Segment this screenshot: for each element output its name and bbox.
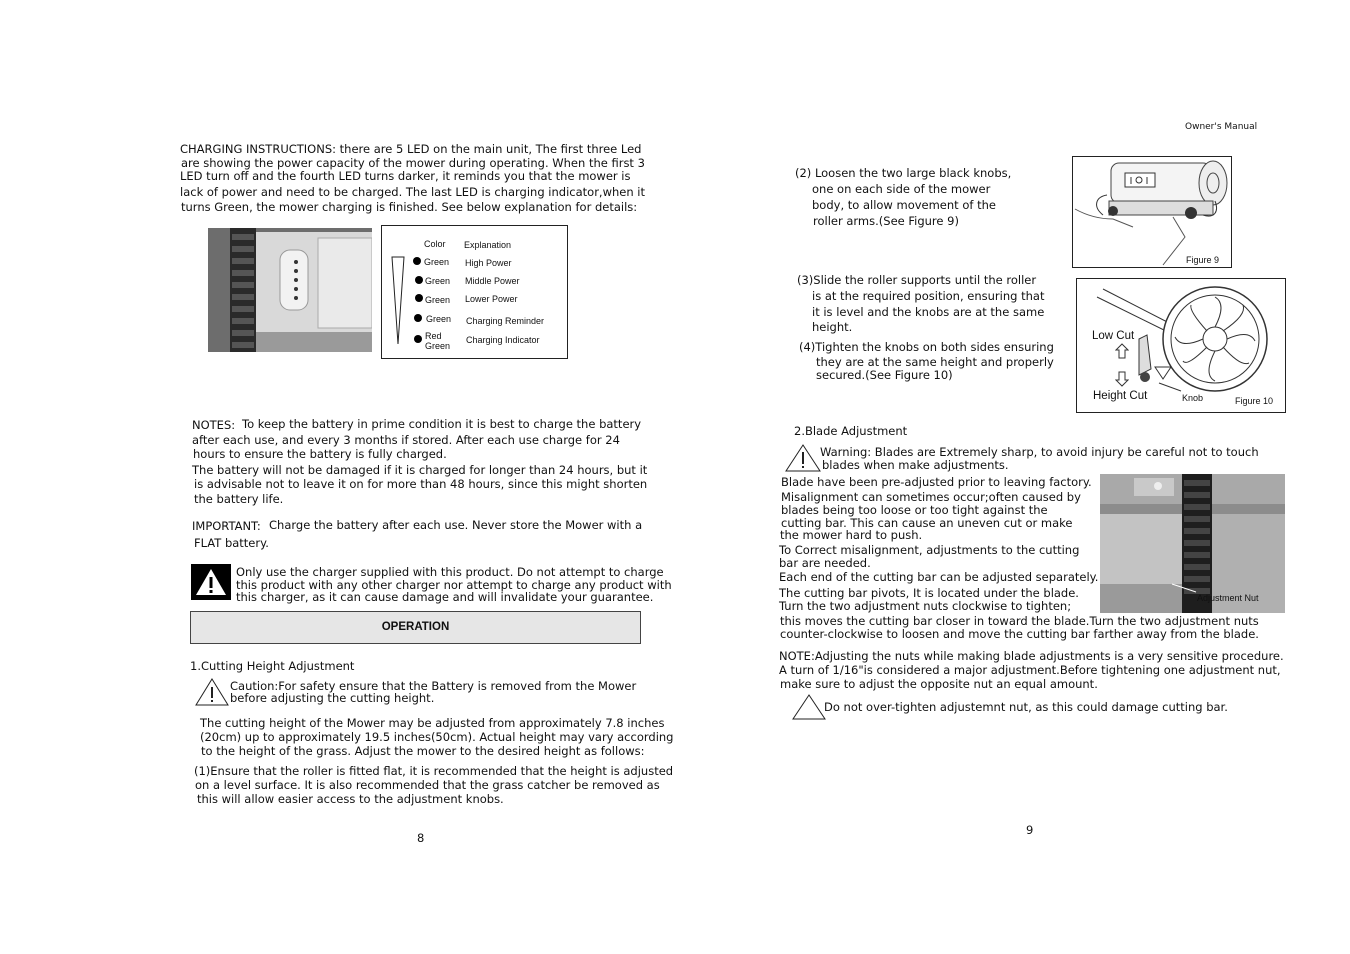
led-row-4-explanation: Charging Reminder [466,316,545,326]
led-dot-4 [414,314,422,322]
cutting-height-line-2: (20cm) up to approximately 19.5 inches(50cm). Actual height may vary according [200,730,674,744]
step3-line-1: (3)Slide the roller supports until the roller [797,273,1037,287]
blade-line-12: counter-clockwise to loosen and move the cutting bar farther away from the blade. [780,627,1259,641]
notes-line-1: To keep the battery in prime condition it is best to charge the battery [242,417,642,431]
step1-line-3: this will allow easier access to the adjustment knobs. [197,792,504,806]
led-scale-wedge [391,256,405,346]
warning-triangle-outline-icon [785,444,821,472]
figure-9-illustration [1073,157,1231,267]
led-explanation-table [381,225,568,359]
led-row-3-color: Green [425,295,451,305]
led-dot-2 [415,276,423,284]
led-panel-illustration [208,228,372,352]
notes-line-6: the battery life. [194,492,284,506]
led-dot-5 [414,335,422,343]
led-row-4-color: Green [426,314,452,324]
warning-triangle-filled-icon [191,564,231,600]
charging-line-1: CHARGING INSTRUCTIONS: there are 5 LED on the main unit, The first three Led [180,142,642,156]
notes-label: NOTES: [192,418,236,432]
blade-warning-line-1: Warning: Blades are Extremely sharp, to avoid injury be careful not to touch [820,445,1259,459]
blade-line-1: Blade have been pre-adjusted prior to leaving factory. [781,475,1092,489]
step3-line-3: it is level and the knobs are at the same [812,305,1045,319]
led-panel-photo [208,228,372,352]
step2-line-3: body, to allow movement of the [812,198,996,212]
note-line-1: NOTE:Adjusting the nuts while making blade adjustments is a very sensitive procedure. [779,649,1284,663]
led-row-5-color-green: Green [425,341,451,351]
notes-line-5: is advisable not to leave it on for more than 48 hours, since this might shorten [194,477,648,491]
blade-line-9: The cutting bar pivots, It is located under the blade. [779,586,1079,600]
step2-line-1: (2) Loosen the two large black knobs, [795,166,1012,180]
warning-triangle-outline-icon [195,678,229,706]
note-line-3: make sure to adjust the opposite nut an equal amount. [780,677,1098,691]
figure-10-caption: Figure 10 [1235,396,1274,406]
led-row-1-explanation: High Power [465,258,512,268]
led-row-5-explanation: Charging Indicator [466,335,540,345]
step1-line-1: (1)Ensure that the roller is fitted flat, it is recommended that the height is adjusted [194,764,674,778]
adjustment-nut-label: Adjustment Nut [1197,593,1259,603]
step4-line-3: secured.(See Figure 10) [816,368,953,382]
blade-line-4: cutting bar. This can cause an uneven cut or make [781,516,1073,530]
figure-10-knob-label: Knob [1182,393,1204,403]
step2-line-2: one on each side of the mower [812,182,991,196]
blade-line-8: Each end of the cutting bar can be adjusted separately. [779,570,1099,584]
page-number-right: 9 [1026,823,1034,837]
note-line-2: A turn of 1/16"is considered a major adjustment.Before tightening one adjustment nut, [779,663,1281,677]
caution-line-2: before adjusting the cutting height. [230,691,435,705]
arrow-up-icon [1115,343,1129,359]
blade-adjustment-title: 2.Blade Adjustment [794,424,908,438]
led-dot-1 [413,257,421,265]
caution-line-1: Caution:For safety ensure that the Battery is removed from the Mower [230,679,637,693]
notes-line-4: The battery will not be damaged if it is charged for longer than 24 hours, but it [192,463,648,477]
notes-line-3: hours to ensure the battery is fully charged. [193,447,447,461]
led-row-2-color: Green [425,276,451,286]
page-number-left: 8 [417,831,425,845]
charger-warning-line-3: this charger, as it can cause damage and will invalidate your guarantee. [236,590,654,604]
blade-line-6: To Correct misalignment, adjustments to the cutting [779,543,1080,557]
blade-line-11: this moves the cutting bar closer in toward the blade.Turn the two adjustment nuts [780,614,1259,628]
cutting-height-title: 1.Cutting Height Adjustment [190,659,355,673]
figure-9-caption: Figure 9 [1186,255,1220,265]
important-line-1: Charge the battery after each use. Never store the Mower with a [269,518,643,532]
caution-text [230,680,636,704]
overtighten-warning: Do not over-tighten adjustemnt nut, as this could damage cutting bar. [824,700,1228,714]
step3-line-4: height. [812,320,853,334]
blade-warning-line-2: blades when make adjustments. [822,458,1009,472]
operation-title: OPERATION [381,621,450,633]
operation-section-header [190,611,641,644]
blade-line-5: the mower hard to push. [780,528,923,542]
warning-triangle-outline-icon [792,694,826,720]
led-row-3-explanation: Lower Power [465,294,518,304]
cutting-height-line-1: The cutting height of the Mower may be adjusted from approximately 7.8 inches [200,716,665,730]
figure-10 [1076,278,1286,413]
figure-9 [1072,156,1232,268]
charging-line-3: LED turn off and the fourth LED turns darker, it reminds you that the mower is [180,169,631,183]
step4-line-1: (4)Tighten the knobs on both sides ensuring [799,340,1054,354]
blade-line-10: Turn the two adjustment nuts clockwise to tighten; [779,599,1072,613]
charging-line-2: are showing the power capacity of the mower during operating. When the first 3 [181,156,645,170]
step1-line-2: on a level surface. It is also recommended that the grass catcher be removed as [195,778,660,792]
blade-line-3: blades being too loose or too tight against the [781,503,1048,517]
figure-10-low-cut: Low Cut [1092,330,1135,342]
blade-line-2: Misalignment can sometimes occur;often caused by [781,490,1081,504]
step4-line-2: they are at the same height and properly [816,355,1054,369]
charger-warning-line-2: this product with any other charger nor attempt to charge any product with [236,577,672,592]
important-line-2: FLAT battery. [194,536,269,550]
manual-header-title: Owner's Manual [1185,122,1258,132]
notes-line-2: after each use, and every 3 months if stored. After each use charge for 24 [192,433,620,447]
adjustment-nut-photo [1100,474,1285,613]
figure-10-height-cut: Height Cut [1093,390,1148,402]
led-row-5-color [425,331,450,351]
led-row-1-color: Green [424,257,450,267]
led-dot-3 [415,294,423,302]
cutting-height-line-3: to the height of the grass. Adjust the mower to the desired height as follows: [201,744,645,758]
charger-warning-line-1: Only use the charger supplied with this product. Do not attempt to charge [236,565,664,579]
blade-warning-text [820,446,1259,472]
arrow-down-icon [1115,371,1129,387]
charging-line-4: lack of power and need to be charged. The last LED is charging indicator,when it [180,185,645,199]
important-label: IMPORTANT: [192,519,261,533]
led-row-5-color-red: Red [425,331,442,341]
blade-line-7: bar are needed. [779,556,871,570]
charger-warning-text [236,566,672,604]
charging-line-5: turns Green, the mower charging is finished. See below explanation for details: [181,200,638,214]
warning-triangle-filled-icon-svg [191,564,231,600]
led-row-2-explanation: Middle Power [465,276,520,286]
step2-line-4: roller arms.(See Figure 9) [813,214,959,228]
step3-line-2: is at the required position, ensuring that [812,289,1045,303]
led-explanation-header: Explanation [464,240,512,250]
led-color-header: Color [424,239,446,249]
